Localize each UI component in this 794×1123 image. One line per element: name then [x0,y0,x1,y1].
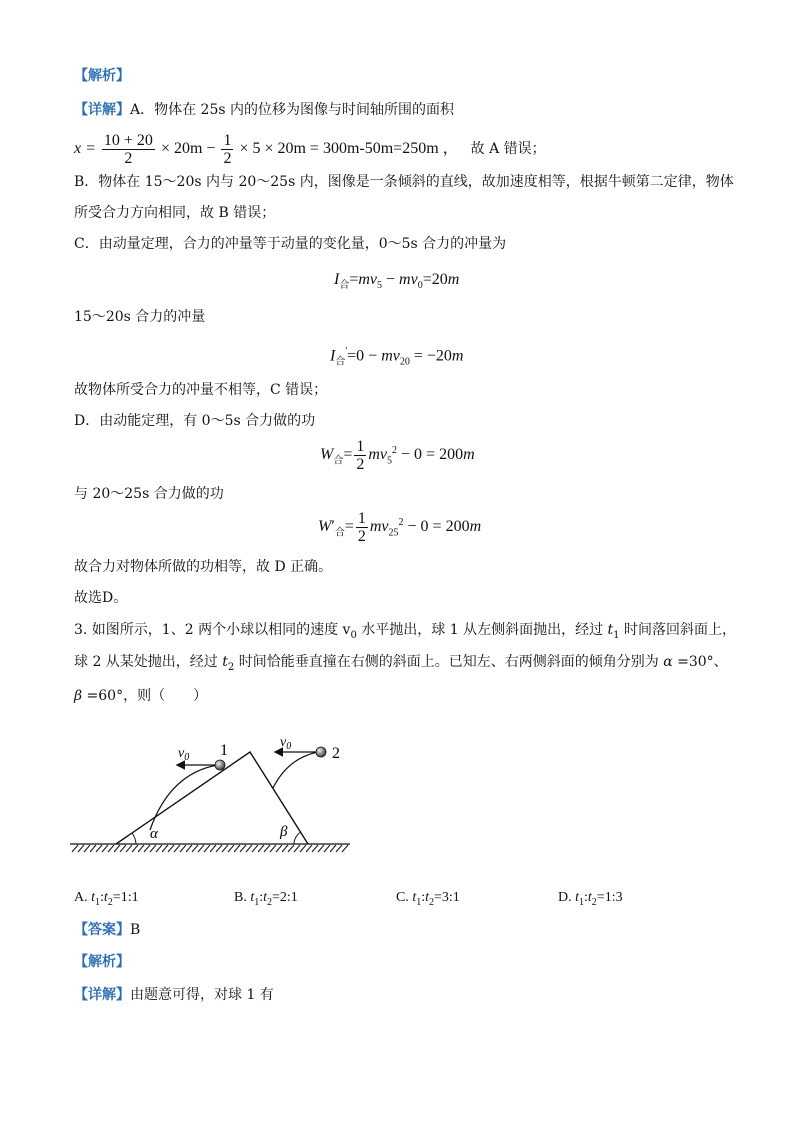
option-a-line [74,100,454,120]
question3-line1: 3. 如图所示，1、2 两个小球以相同的速度 $v_0$ 水平抛出，球 1 从左侧斜面抛出，经过 $t_1$ 时间落回斜面上， [74,622,736,641]
alpha-arc [132,833,136,844]
option-b-line2: 所受合力方向相同，故 B 错误； [74,205,276,221]
option-b-line1: B．物体在 15～20s 内与 20～25s 内，图像是一条倾斜的直线，故加速度相等，根据牛顿第二定律，物体 [74,174,734,190]
eq-a-rest: × 5 × 20m = 300m-50m=250m ， [239,140,459,158]
eq-a-mid: × 20m − [160,140,216,158]
eq-a-lhs: x = [74,140,96,158]
alpha-label: α [150,826,158,842]
equation-4: $W'_合=$ $\frac{1}{2}$ $mv_{25}^2 - 0 = 200m$ [318,510,482,545]
final-choice: 故选D。 [74,590,128,606]
option-c-line1: C．由动量定理，合力的冲量等于动量的变化量，0～5s 合力的冲量为 [74,236,507,252]
v0-right-label: $v_0$ [280,735,292,752]
beta-label: β [280,824,288,840]
equation-3: $W_合=$ $\frac{1}{2}$ $mv_5^2 - 0 = 200m$ [320,438,475,473]
equation-2: $I_合'=0 - mv_{20} = -20m$ [330,346,464,368]
ball-1 [215,760,225,770]
eq-a-frac1: $\frac{10 + 20}{2}$ [103,132,153,167]
question3-line3: β =60°，则（ ） [74,688,208,704]
option-c-line3: 故物体所受合力的冲量不相等，C 错误； [74,382,328,398]
analysis-label-2: 【解析】 [74,954,130,970]
option-c-line2: 15～20s 合力的冲量 [74,309,206,325]
option-d-line2: 与 20～25s 合力做的功 [74,486,224,502]
answer-line: 【答案】B [74,922,141,938]
detail-text: 由题意可得，对球 1 有 [130,987,274,1003]
detail-line: 【详解】由题意可得，对球 1 有 [74,987,274,1003]
ball-2 [316,747,326,757]
choice-b[interactable]: B. $t_1:t_2=2:1$ [234,890,298,908]
choice-c[interactable]: C. $t_1:t_2=3:1$ [396,890,460,908]
option-d-line3: 故合力对物体所做的功相等，故 D 正确。 [74,559,333,575]
analysis-label: 【解析】 [74,68,130,84]
ground-hatch [72,845,348,852]
equation-a [74,132,546,167]
v0-left-label: $v_0$ [178,746,190,763]
trajectory-2 [273,752,318,788]
choice-a[interactable]: A. $t_1:t_2=1:1$ [74,890,139,908]
choice-d[interactable]: D. $t_1:t_2=1:3$ [558,890,623,908]
eq-a-note: 故 A 错误； [470,141,546,158]
equation-1: $I_合=mv_5 - mv_0=20m$ [334,271,460,292]
ball-2-label: 2 [332,745,340,762]
question3-line2: 球 2 从某处抛出，经过 $t_2$ 时间恰能垂直撞在右侧的斜面上。已知左、右两侧斜面的倾角分别为 α =30°、 [74,654,728,673]
beta-arc [294,832,301,844]
detail-label: 【详解】 [74,102,130,118]
eq-a-frac2: $\frac{1}{2}$ [223,132,232,167]
incline-figure [70,728,355,858]
option-a-text: A．物体在 25s 内的位移为图像与时间轴所围的面积 [130,102,455,118]
ball-1-label: 1 [220,742,228,759]
option-d-line1: D．由动能定理，有 0～5s 合力做的功 [74,413,316,429]
